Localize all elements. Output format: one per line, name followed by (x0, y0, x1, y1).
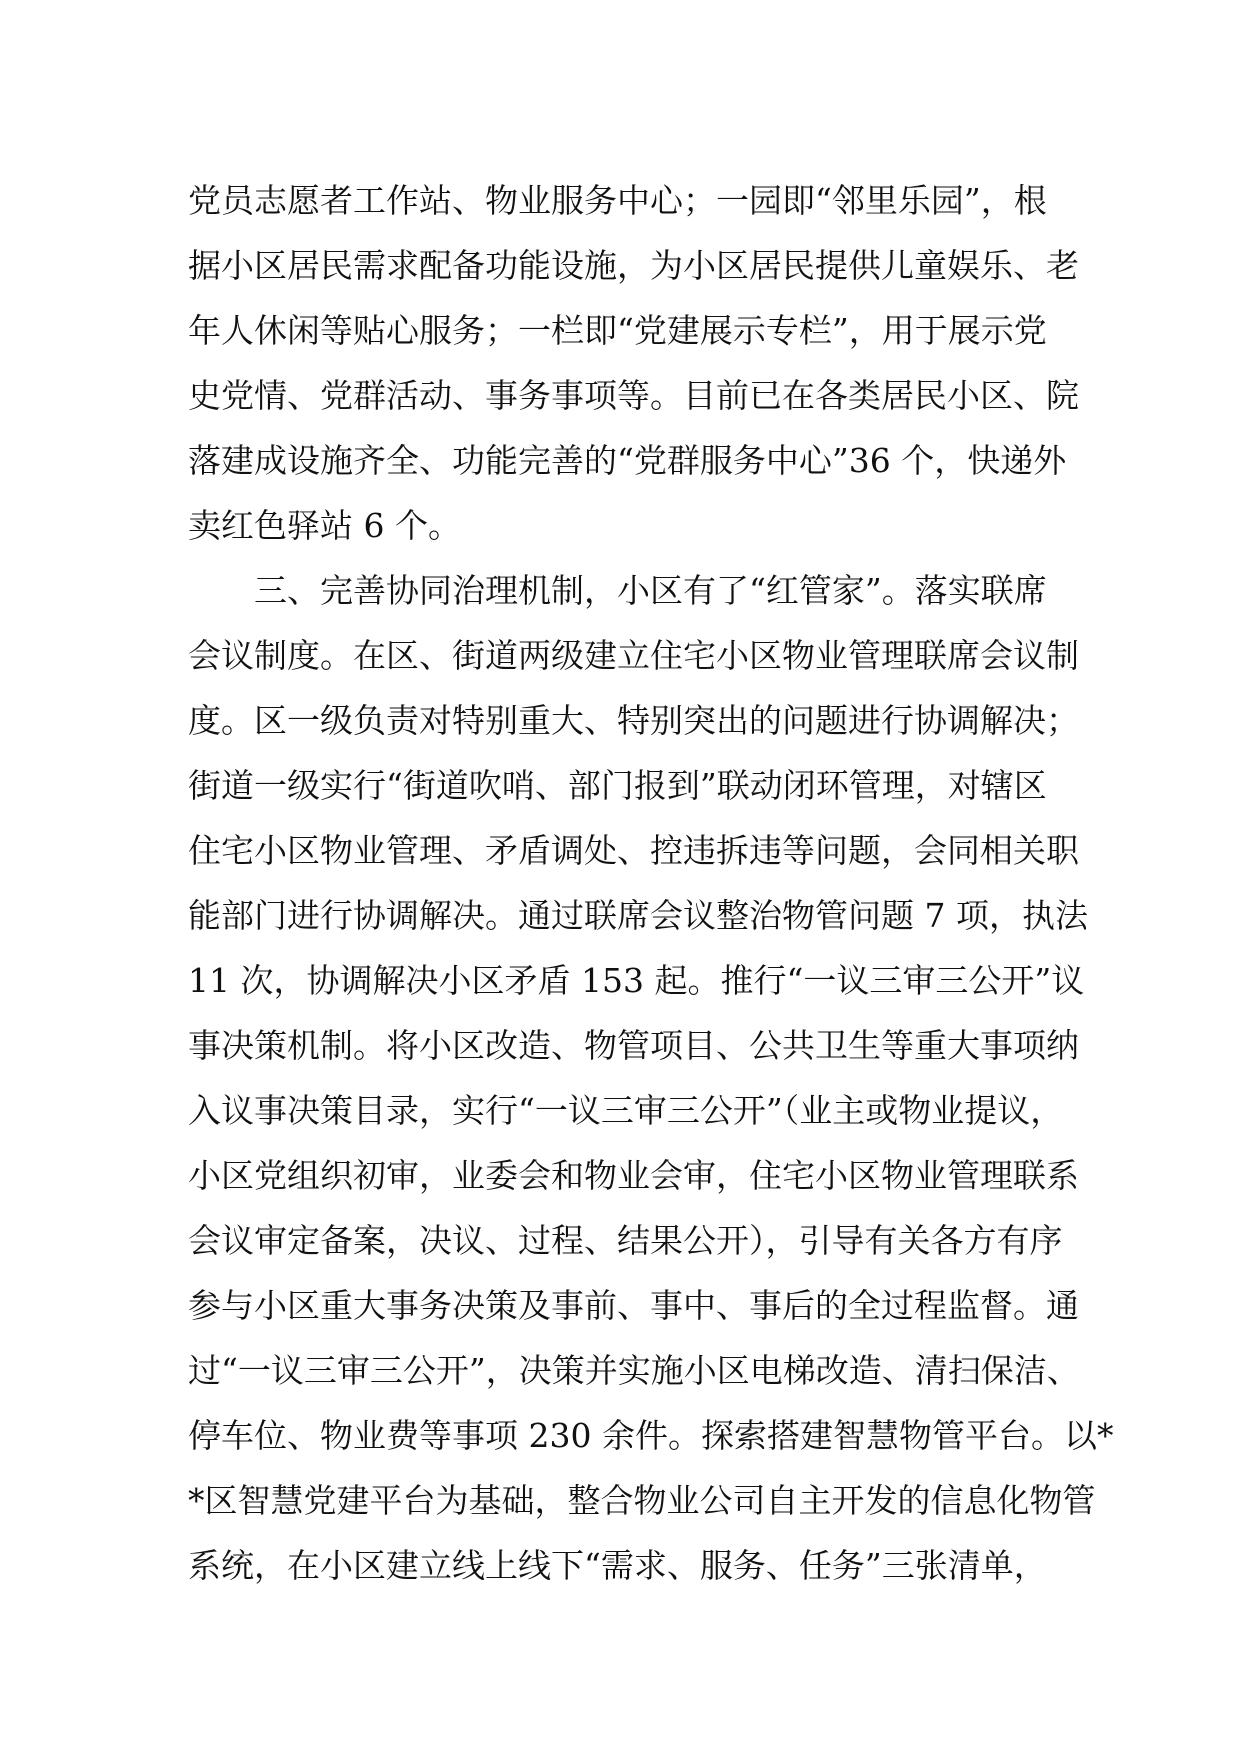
text-line: 能部门进行协调解决。通过联席会议整治物管问题 7 项，执法 (188, 896, 1088, 935)
text-line: 史党情、党群活动、事务事项等。目前已在各类居民小区、院 (188, 376, 1079, 415)
text-line: 度。区一级负责对特别重大、特别突出的问题进行协调解决； (188, 701, 1079, 740)
text-line: 系统，在小区建立线上线下“需求、服务、任务”三张清单， (188, 1546, 1047, 1585)
text-line: 年人休闲等贴心服务；一栏即“党建展示专栏”，用于展示党 (188, 311, 1047, 350)
body-text (188, 168, 1114, 1598)
text-line: 参与小区重大事务决策及事前、事中、事后的全过程监督。通 (188, 1286, 1079, 1325)
text-line: 停车位、物业费等事项 230 余件。探索搭建智慧物管平台。以* (188, 1416, 1114, 1455)
text-line: 过“一议三审三公开”，决策并实施小区电梯改造、清扫保洁、 (188, 1351, 1080, 1390)
text-line: 落建成设施齐全、功能完善的“党群服务中心”36 个，快递外 (188, 441, 1067, 480)
text-line: 住宅小区物业管理、矛盾调处、控违拆违等问题，会同相关职 (188, 831, 1079, 870)
text-line: 小区党组织初审，业委会和物业会审，住宅小区物业管理联系 (188, 1156, 1079, 1195)
section-heading-line: 三、完善协同治理机制，小区有了“红管家”。落实联席 (188, 571, 1047, 610)
text-line: 11 次，协调解决小区矛盾 153 起。推行“一议三审三公开”议 (188, 961, 1085, 1000)
text-line: 据小区居民需求配备功能设施，为小区居民提供儿童娱乐、老 (188, 246, 1079, 285)
text-line: 卖红色驿站 6 个。 (188, 506, 461, 545)
text-line: 街道一级实行“街道吹哨、部门报到”联动闭环管理，对辖区 (188, 766, 1047, 805)
text-line: 事决策机制。将小区改造、物管项目、公共卫生等重大事项纳 (188, 1026, 1079, 1065)
text-line: *区智慧党建平台为基础，整合物业公司自主开发的信息化物管 (188, 1481, 1096, 1520)
text-line: 入议事决策目录，实行“一议三审三公开”（业主或物业提议， (188, 1091, 1064, 1130)
text-line: 党员志愿者工作站、物业服务中心；一园即“邻里乐园”，根 (188, 181, 1047, 220)
text-line: 会议制度。在区、街道两级建立住宅小区物业管理联席会议制 (188, 636, 1079, 675)
text-line: 会议审定备案，决议、过程、结果公开），引导有关各方有序 (188, 1221, 1063, 1260)
